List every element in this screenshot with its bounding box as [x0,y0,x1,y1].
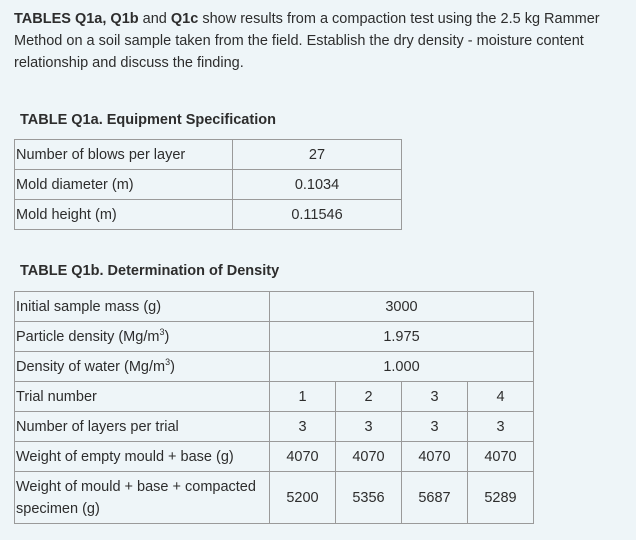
cell-value: 1.975 [270,322,534,352]
table-row [15,442,534,472]
superscript: 3 [165,356,171,367]
label-text: Particle density (Mg/m [16,328,160,345]
cell-label: Number of blows per layer [15,140,233,170]
intro-and: and [138,11,171,27]
cell-value: 4 [468,382,534,412]
cell-value: 4070 [402,442,468,472]
cell-label: Mold height (m) [15,200,233,230]
cell-value: 0.11546 [233,200,402,230]
cell-value: 5200 [270,472,336,524]
cell-value: 1.000 [270,352,534,382]
table-q1a [14,139,402,230]
cell-value: 3000 [270,292,534,322]
intro-tables-ref: TABLES Q1a, Q1b [14,11,139,27]
table-row [15,352,534,382]
cell-value: 4070 [270,442,336,472]
table-q1b [14,291,534,524]
cell-value: 4070 [336,442,402,472]
cell-value: 3 [402,412,468,442]
table-q1b-title: TABLE Q1b. Determination of Density [20,263,280,279]
table-q1a-title: TABLE Q1a. Equipment Specification [20,112,276,128]
cell-value: 3 [336,412,402,442]
cell-label: Weight of mould + base + compacted specimen (g) [15,472,270,524]
cell-value: 5289 [468,472,534,524]
table-row [15,292,534,322]
intro-paragraph [14,8,630,74]
intro-body: show results from a compaction test using the 2.5 kg Rammer Method on a soil sample taken from the field. Establish the dry density - moisture content relationship and discuss the finding. [14,11,600,71]
table-row [15,200,402,230]
table-row [15,412,534,442]
cell-value: 5356 [336,472,402,524]
table-row [15,382,534,412]
table-row [15,472,534,524]
cell-value: 2 [336,382,402,412]
cell-value: 0.1034 [233,170,402,200]
cell-label: Trial number [15,382,270,412]
cell-value: 4070 [468,442,534,472]
cell-value: 1 [270,382,336,412]
cell-value: 5687 [402,472,468,524]
label-close: ) [170,358,175,375]
intro-table-q1c-ref: Q1c [170,11,199,27]
cell-value: 3 [270,412,336,442]
cell-value: 27 [233,140,402,170]
table-row [15,170,402,200]
cell-label [15,322,270,352]
superscript: 3 [159,326,165,337]
cell-label: Mold diameter (m) [15,170,233,200]
cell-label: Weight of empty mould + base (g) [15,442,270,472]
cell-value: 3 [402,382,468,412]
label-close: ) [164,328,170,345]
cell-label [15,352,270,382]
cell-label: Number of layers per trial [15,412,270,442]
table-row [15,322,534,352]
cell-label: Initial sample mass (g) [15,292,270,322]
table-row [15,140,402,170]
cell-value: 3 [468,412,534,442]
label-text: Density of water (Mg/m [16,358,166,375]
